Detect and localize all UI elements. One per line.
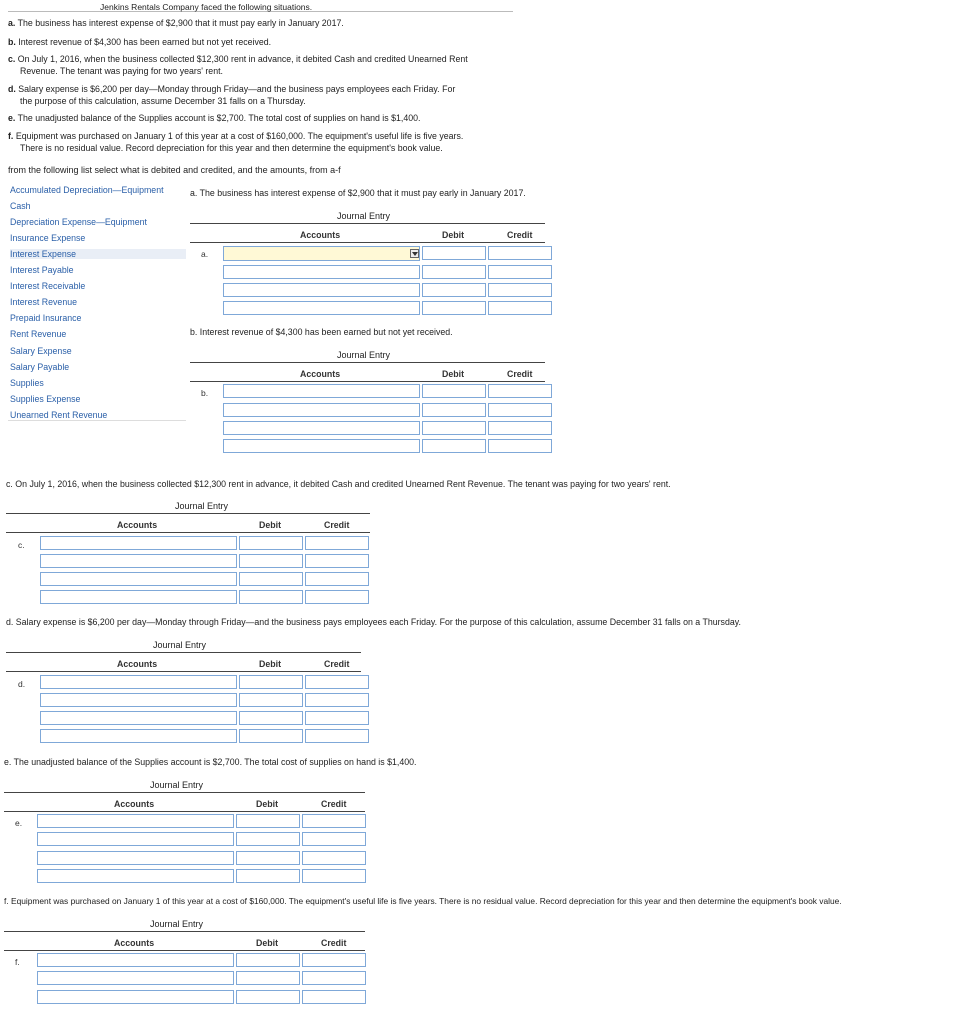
account-input-a3[interactable]	[223, 283, 420, 297]
accounts-header-f: Accounts	[114, 938, 155, 948]
row-label-a: a.	[201, 249, 209, 259]
credit-header-a: Credit	[507, 230, 533, 240]
situation-f-cont: There is no residual value. Record depreciation for this year and then determine the equipment's book value.	[20, 143, 443, 153]
task-f-text: f. Equipment was purchased on January 1 of this year at a cost of $160,000. The equipment's useful life is five years. There is no residual value. Record depreciation for this year and then determine the equipment's book value.	[4, 896, 842, 906]
credit-input-e3[interactable]	[302, 851, 366, 865]
situation-d: d. Salary expense is $6,200 per day—Monday through Friday—and the business pays employees each Friday. For	[8, 84, 456, 94]
debit-input-c4[interactable]	[239, 590, 303, 604]
chevron-down-icon[interactable]	[410, 249, 419, 258]
instruction: from the following list select what is debited and credited, and the amounts, from a-f	[8, 165, 341, 175]
accounts-header-c: Accounts	[117, 520, 158, 530]
accounts-header-e: Accounts	[114, 799, 155, 809]
debit-input-f3[interactable]	[236, 990, 300, 1004]
credit-input-c2[interactable]	[305, 554, 369, 568]
debit-header-e: Debit	[256, 799, 278, 809]
account-input-c3[interactable]	[40, 572, 237, 586]
debit-input-e4[interactable]	[236, 869, 300, 883]
credit-input-d4[interactable]	[305, 729, 369, 743]
account-option[interactable]: Accumulated Depreciation—Equipment	[10, 185, 164, 195]
credit-input-c4[interactable]	[305, 590, 369, 604]
account-input-e4[interactable]	[37, 869, 234, 883]
accounts-header-d: Accounts	[117, 659, 158, 669]
situation-e: e. The unadjusted balance of the Supplies account is $2,700. The total cost of supplies on hand is $1,400.	[8, 113, 421, 123]
debit-header-b: Debit	[442, 369, 464, 379]
credit-header-b: Credit	[507, 369, 533, 379]
account-input-c2[interactable]	[40, 554, 237, 568]
account-option[interactable]: Supplies Expense	[10, 394, 81, 404]
account-option[interactable]: Unearned Rent Revenue	[10, 410, 108, 420]
situation-c: c. On July 1, 2016, when the business collected $12,300 rent in advance, it debited Cash and credited Unearned Rent	[8, 54, 468, 64]
credit-input-c1[interactable]	[305, 536, 369, 550]
journal-title-f: Journal Entry	[150, 919, 204, 929]
debit-header-d: Debit	[259, 659, 281, 669]
situation-f: f. Equipment was purchased on January 1 of this year at a cost of $160,000. The equipment's useful life is five years.	[8, 131, 464, 141]
row-label-e: e.	[15, 818, 23, 828]
debit-input-e2[interactable]	[236, 832, 300, 846]
account-input-f1[interactable]	[37, 953, 234, 967]
account-input-b2[interactable]	[223, 403, 420, 417]
credit-input-a1[interactable]	[488, 246, 552, 260]
account-input-e1[interactable]	[37, 814, 234, 828]
account-input-f2[interactable]	[37, 971, 234, 985]
credit-input-e4[interactable]	[302, 869, 366, 883]
account-input-c1[interactable]	[40, 536, 237, 550]
account-input-b1[interactable]	[223, 384, 420, 398]
account-option[interactable]: Salary Payable	[10, 362, 70, 372]
account-option[interactable]: Interest Revenue	[10, 297, 77, 307]
credit-input-a4[interactable]	[488, 301, 552, 315]
credit-input-b2[interactable]	[488, 403, 552, 417]
credit-input-b3[interactable]	[488, 421, 552, 435]
debit-input-d2[interactable]	[239, 693, 303, 707]
debit-input-c1[interactable]	[239, 536, 303, 550]
debit-header-f: Debit	[256, 938, 278, 948]
row-label-f: f.	[15, 957, 20, 967]
account-option[interactable]: Depreciation Expense—Equipment	[10, 217, 147, 227]
situation-a: a. The business has interest expense of $2,900 that it must pay early in January 2017.	[8, 18, 344, 28]
task-e-text: e. The unadjusted balance of the Supplies account is $2,700. The total cost of supplies on hand is $1,400.	[4, 757, 417, 767]
credit-input-f3[interactable]	[302, 990, 366, 1004]
account-option[interactable]: Cash	[10, 201, 31, 211]
account-option-selected[interactable]: Interest Expense	[10, 249, 186, 259]
account-option[interactable]: Interest Receivable	[10, 281, 86, 291]
debit-input-d1[interactable]	[239, 675, 303, 689]
debit-input-d3[interactable]	[239, 711, 303, 725]
account-input-a4[interactable]	[223, 301, 420, 315]
account-input-f3[interactable]	[37, 990, 234, 1004]
debit-input-c3[interactable]	[239, 572, 303, 586]
credit-input-f1[interactable]	[302, 953, 366, 967]
journal-title-e: Journal Entry	[150, 780, 204, 790]
task-a-text: a. The business has interest expense of $2,900 that it must pay early in January 2017.	[190, 188, 526, 198]
credit-input-a2[interactable]	[488, 265, 552, 279]
row-label-c: c.	[18, 540, 25, 550]
debit-input-e1[interactable]	[236, 814, 300, 828]
account-option[interactable]: Prepaid Insurance	[10, 313, 82, 323]
credit-input-d3[interactable]	[305, 711, 369, 725]
account-input-b4[interactable]	[223, 439, 420, 453]
credit-input-d1[interactable]	[305, 675, 369, 689]
credit-input-b4[interactable]	[488, 439, 552, 453]
account-option[interactable]: Interest Payable	[10, 265, 74, 275]
journal-title-d: Journal Entry	[153, 640, 207, 650]
credit-input-e2[interactable]	[302, 832, 366, 846]
situation-b: b. Interest revenue of $4,300 has been earned but not yet received.	[8, 37, 272, 47]
account-option[interactable]: Insurance Expense	[10, 233, 86, 243]
account-input-a2[interactable]	[223, 265, 420, 279]
account-input-b3[interactable]	[223, 421, 420, 435]
journal-title-b: Journal Entry	[337, 350, 391, 360]
row-label-d: d.	[18, 679, 26, 689]
credit-input-e1[interactable]	[302, 814, 366, 828]
debit-input-b3[interactable]	[422, 421, 486, 435]
task-b-text: b. Interest revenue of $4,300 has been earned but not yet received.	[190, 327, 453, 337]
debit-input-c2[interactable]	[239, 554, 303, 568]
debit-input-b2[interactable]	[422, 403, 486, 417]
row-label-b: b.	[201, 388, 209, 398]
account-input-e2[interactable]	[37, 832, 234, 846]
debit-input-b1[interactable]	[422, 384, 486, 398]
debit-input-f1[interactable]	[236, 953, 300, 967]
credit-input-c3[interactable]	[305, 572, 369, 586]
debit-input-a2[interactable]	[422, 265, 486, 279]
journal-title-c: Journal Entry	[175, 501, 229, 511]
account-option[interactable]: Rent Revenue	[10, 329, 67, 339]
situation-d-cont: the purpose of this calculation, assume December 31 falls on a Thursday.	[20, 96, 306, 106]
credit-header-f: Credit	[321, 938, 347, 948]
account-input-d3[interactable]	[40, 711, 237, 725]
credit-header-c: Credit	[324, 520, 350, 530]
debit-input-a3[interactable]	[422, 283, 486, 297]
account-option[interactable]: Salary Expense	[10, 346, 72, 356]
debit-input-e3[interactable]	[236, 851, 300, 865]
situation-c-cont: Revenue. The tenant was paying for two years' rent.	[20, 66, 223, 76]
accounts-header-b: Accounts	[300, 369, 341, 379]
credit-header-d: Credit	[324, 659, 350, 669]
debit-header-a: Debit	[442, 230, 464, 240]
debit-input-a4[interactable]	[422, 301, 486, 315]
page-title: Jenkins Rentals Company faced the following situations.	[100, 2, 313, 12]
account-input-d1[interactable]	[40, 675, 237, 689]
account-input-d4[interactable]	[40, 729, 237, 743]
journal-title-a: Journal Entry	[337, 211, 391, 221]
debit-input-b4[interactable]	[422, 439, 486, 453]
account-input-c4[interactable]	[40, 590, 237, 604]
credit-input-b1[interactable]	[488, 384, 552, 398]
credit-header-e: Credit	[321, 799, 347, 809]
debit-input-d4[interactable]	[239, 729, 303, 743]
credit-input-a3[interactable]	[488, 283, 552, 297]
account-input-e3[interactable]	[37, 851, 234, 865]
account-input-d2[interactable]	[40, 693, 237, 707]
accounts-header-a: Accounts	[300, 230, 341, 240]
debit-input-a1[interactable]	[422, 246, 486, 260]
credit-input-f2[interactable]	[302, 971, 366, 985]
task-d-text: d. Salary expense is $6,200 per day—Monday through Friday—and the business pays employees each Friday. For the purpose of this calculation, assume December 31 falls on a Thursday.	[6, 617, 741, 627]
account-option[interactable]: Supplies	[10, 378, 44, 388]
account-select-a1[interactable]	[223, 246, 420, 261]
debit-input-f2[interactable]	[236, 971, 300, 985]
credit-input-d2[interactable]	[305, 693, 369, 707]
task-c-text: c. On July 1, 2016, when the business collected $12,300 rent in advance, it debited Cash and credited Unearned Rent Revenue. The tenant was paying for two years' rent.	[6, 479, 671, 489]
debit-header-c: Debit	[259, 520, 281, 530]
